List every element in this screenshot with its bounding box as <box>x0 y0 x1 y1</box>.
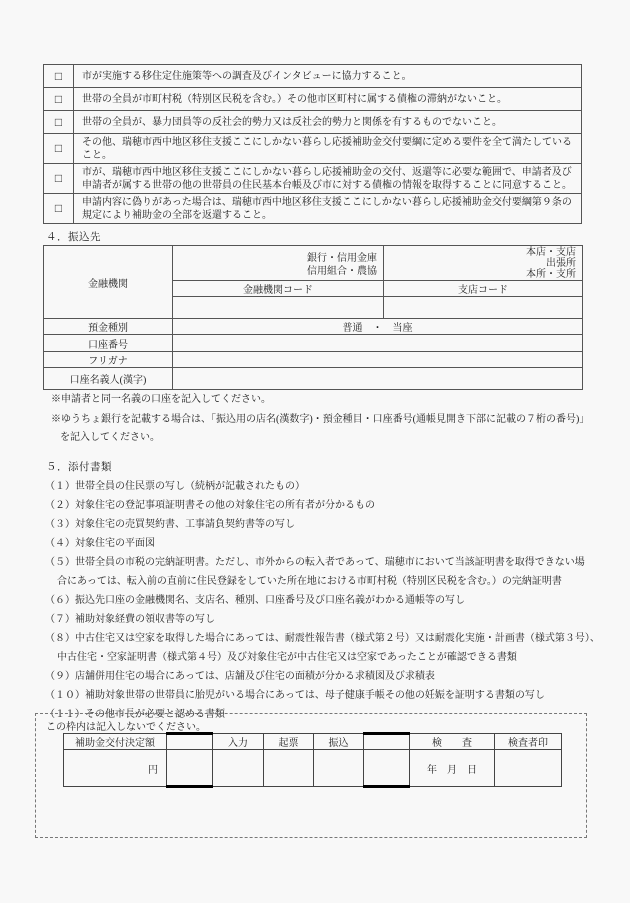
account-holder-label: 口座名義人(漢字) <box>44 368 173 390</box>
list-item-continuation: 合にあっては、転入前の直前に住民登録をしていた所在地における市町村税（特別区民税を含む。）の完納証明書 <box>57 576 562 587</box>
inspector-seal-field[interactable] <box>495 750 562 787</box>
list-item: （７）補助対象経費の領収書等の写し <box>45 614 215 625</box>
account-number-field[interactable] <box>173 335 583 352</box>
list-item: （１１）その他市長が必要と認める書類 <box>45 709 225 720</box>
table-row <box>44 246 583 281</box>
checkbox[interactable]: □ <box>44 164 74 194</box>
table-row <box>64 750 562 787</box>
table-row <box>44 368 583 390</box>
spacer-cell <box>167 750 213 787</box>
spacer-cell <box>364 750 410 787</box>
bank-type-options[interactable] <box>173 246 384 281</box>
grant-decision-amount-header: 補助金交付決定額 <box>64 734 167 750</box>
table-row <box>44 134 582 164</box>
inspector-seal-header: 検査者印 <box>495 734 562 750</box>
bank-type-line: 信用組合・農協 <box>307 265 377 277</box>
attachments-list <box>45 477 600 724</box>
list-item: （５）世帯全員の市税の完納証明書。ただし、市外からの転入者であって、瑞穂市において当該証明書を取得できない場 <box>45 557 585 568</box>
amount-field[interactable]: 円 <box>64 750 167 787</box>
checklist-item-text: 市が、瑞穂市西中地区移住支援ここにしかない暮らし応援補助金の交付、返還等に必要な範囲で、申請者及び申請者が属する世帯の他の世帯員の住民基本台帳及び市に対する債権の情報を取得することに同意すること。 <box>74 164 582 194</box>
list-item: （８）中古住宅又は空家を取得した場合にあっては、耐震性報告書（様式第２号）又は耐震化実施・計画書（様式第３号）、 <box>45 633 600 644</box>
checklist-item-text: 市が実施する移住定住施策等への調査及びインタビューに協力すること。 <box>74 65 582 88</box>
transfer-header: 振込 <box>314 734 364 750</box>
inspection-header: 検 査 <box>410 734 495 750</box>
table-row <box>64 734 562 750</box>
checklist-item-text: その他、瑞穂市西中地区移住支援ここにしかない暮らし応援補助金交付要綱に定める要件を全て満たしていること。 <box>74 134 582 164</box>
list-item: （２）対象住宅の登記事項証明書その他の対象住宅の所有者が分かるもの <box>45 500 375 511</box>
spacer-cell <box>364 734 410 750</box>
bank-code-field[interactable] <box>173 297 384 319</box>
office-use-note: この枠内は記入しないでください。 <box>46 722 206 733</box>
spacer-cell <box>167 734 213 750</box>
transfer-field[interactable] <box>314 750 364 787</box>
checklist-item-text: 申請内容に偽りがあった場合は、瑞穂市西中地区移住支援ここにしかない暮らし応援補助金交付要綱第９条の規定により補助金の全部を返還すること。 <box>74 194 582 224</box>
table-row <box>44 88 582 111</box>
note-yucho-bank-cont: を記入してください。 <box>60 432 160 443</box>
deposit-type-label: 預金種別 <box>44 319 173 335</box>
branch-code-label: 支店コード <box>384 281 583 297</box>
table-row <box>44 319 583 335</box>
draft-header: 起票 <box>264 734 314 750</box>
branch-type-line: 出張所 <box>546 258 576 269</box>
requirements-checklist-table <box>43 64 582 224</box>
list-item: （４）対象住宅の平面図 <box>45 538 155 549</box>
table-row <box>44 194 582 224</box>
office-use-box <box>35 713 587 838</box>
note-same-name-account: ※申請者と同一名義の口座を記入してください。 <box>51 394 271 405</box>
checkbox[interactable]: □ <box>44 194 74 224</box>
bank-code-label: 金融機関コード <box>173 281 384 297</box>
deposit-type-options[interactable]: 普通 ・ 当座 <box>173 319 583 335</box>
section-heading-attachments: ５．添付書類 <box>46 462 112 473</box>
checkbox[interactable]: □ <box>44 111 74 134</box>
list-item-continuation: 中古住宅・空家証明書（様式第４号）及び対象住宅が中古住宅又は空家であったことが確認できる書類 <box>57 652 517 663</box>
draft-field[interactable] <box>264 750 314 787</box>
section-heading-transfer: ４．振込先 <box>46 232 101 243</box>
checkbox[interactable]: □ <box>44 65 74 88</box>
branch-type-options[interactable] <box>384 246 583 281</box>
table-row <box>44 164 582 194</box>
list-item: （６）振込先口座の金融機関名、支店名、種別、口座番号及び口座名義がわかる通帳等の写し <box>45 595 465 606</box>
table-row <box>44 352 583 368</box>
furigana-label: フリガナ <box>44 352 173 368</box>
table-row <box>44 111 582 134</box>
inspection-date-field[interactable]: 年 月 日 <box>410 750 495 787</box>
table-row <box>44 65 582 88</box>
list-item: （３）対象住宅の売買契約書、工事請負契約書等の写し <box>45 519 295 530</box>
table-row <box>44 335 583 352</box>
checkbox[interactable]: □ <box>44 134 74 164</box>
account-number-label: 口座番号 <box>44 335 173 352</box>
furigana-field[interactable] <box>173 352 583 368</box>
checklist-item-text: 世帯の全員が市町村税（特別区民税を含む。）その他市区町村に属する債権の滞納がないこと。 <box>74 88 582 111</box>
branch-type-line: 本所・支所 <box>526 269 576 280</box>
branch-type-line: 本店・支店 <box>526 247 576 258</box>
input-header: 入力 <box>213 734 264 750</box>
list-item: （１）世帯全員の住民票の写し（続柄が記載されたもの） <box>45 481 305 492</box>
bank-type-line: 銀行・信用金庫 <box>307 252 377 264</box>
bank-transfer-table <box>43 245 583 390</box>
branch-code-field[interactable] <box>384 297 583 319</box>
note-yucho-bank: ※ゆうちょ銀行を記載する場合は、「振込用の店名(漢数字)・預金種目・口座番号(通帳見開き下部に記載の７桁の番号)」 <box>51 414 590 425</box>
office-use-table <box>63 732 562 788</box>
list-item: （１０）補助対象世帯の世帯員に胎児がいる場合にあっては、母子健康手帳その他の妊娠を証明する書類の写し <box>45 690 545 701</box>
checklist-item-text: 世帯の全員が、暴力団員等の反社会的勢力又は反社会的勢力と関係を有するものでないこと。 <box>74 111 582 134</box>
checkbox[interactable]: □ <box>44 88 74 111</box>
account-holder-field[interactable] <box>173 368 583 390</box>
list-item: （９）店舗併用住宅の場合にあっては、店舗及び住宅の面積が分かる求積図及び求積表 <box>45 671 435 682</box>
financial-institution-label: 金融機関 <box>44 246 173 319</box>
input-field[interactable] <box>213 750 264 787</box>
